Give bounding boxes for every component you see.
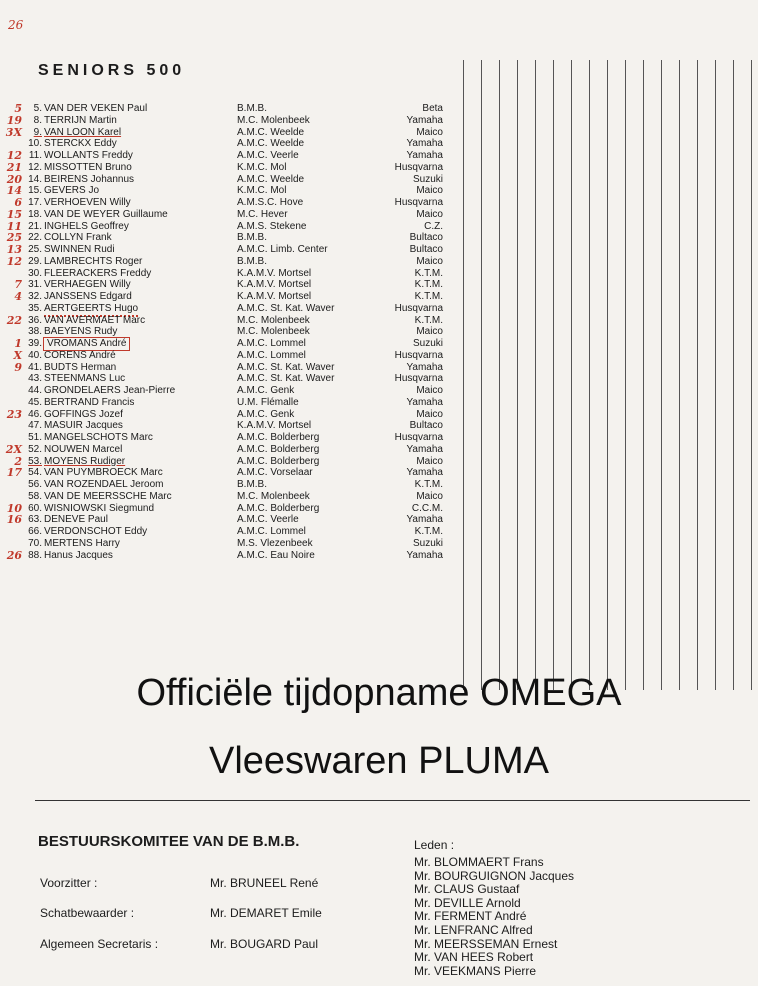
rider-club: K.A.M.V. Mortsel — [237, 291, 312, 302]
rider-number: 66. — [28, 526, 42, 537]
rider-handwritten-mark: 1 — [14, 337, 22, 350]
rider-number: 88. — [28, 549, 42, 561]
grid-column-line — [589, 60, 590, 690]
rider-brand: Yamaha — [406, 549, 443, 561]
rider-club: M.C. Molenbeek — [237, 114, 310, 126]
grid-column-line — [463, 60, 464, 690]
rider-brand: C.C.M. — [411, 502, 443, 514]
rider-handwritten-mark: 17 — [6, 466, 22, 480]
grid-column-line — [697, 60, 698, 690]
grid-column-line — [517, 60, 518, 690]
rider-number: 46. — [28, 408, 42, 420]
member: Mr. FERMENT André — [414, 909, 527, 924]
rider-row — [0, 373, 460, 385]
role-label: Voorzitter : — [40, 876, 98, 890]
rider-handwritten-mark: 3X — [5, 125, 22, 139]
rider-club: K.A.M.V. Mortsel — [237, 267, 312, 279]
rider-name: INGHELS Geoffrey — [44, 220, 129, 232]
rider-brand: K.T.M. — [414, 526, 443, 537]
rider-number: 63. — [28, 514, 42, 526]
role-person: Mr. DEMARET Emile — [210, 906, 322, 920]
rider-handwritten-mark: 6 — [14, 196, 22, 209]
rider-name: Hanus Jacques — [44, 549, 113, 561]
rider-club: A.M.C. Weelde — [237, 173, 305, 185]
rider-name: JANSSENS Edgard — [44, 291, 132, 302]
rider-row — [0, 385, 460, 397]
rider-handwritten-mark: 23 — [6, 407, 22, 421]
rider-handwritten-mark: 4 — [14, 290, 22, 303]
rider-row — [0, 115, 460, 127]
rider-name: VERDONSCHOT Eddy — [44, 526, 148, 537]
rider-club: A.M.C. Genk — [237, 385, 295, 396]
rider-brand: Yamaha — [406, 443, 443, 455]
rider-name: VAN LOON Karel — [44, 126, 122, 138]
rider-brand: Husqvarna — [394, 373, 443, 385]
member: Mr. LENFRANC Alfred — [414, 922, 533, 937]
rider-number: 54. — [28, 467, 42, 479]
rider-club: B.M.B. — [237, 255, 268, 267]
rider-number: 60. — [28, 502, 42, 514]
rider-brand: Suzuki — [412, 537, 443, 549]
rider-name: VAN DE WEYER Guillaume — [44, 208, 168, 220]
rider-brand: Beta — [422, 103, 443, 114]
rider-row — [0, 444, 460, 456]
rider-number: 45. — [28, 396, 42, 408]
rider-handwritten-mark: 21 — [6, 160, 22, 174]
rider-brand: Yamaha — [406, 138, 443, 150]
rider-club: A.M.C. Bolderberg — [237, 432, 320, 443]
rider-brand: K.T.M. — [414, 291, 443, 302]
rider-row — [0, 232, 460, 244]
rider-row — [0, 432, 460, 444]
rider-brand: Maico — [416, 208, 443, 220]
rider-row — [0, 197, 460, 209]
rider-number: 58. — [28, 490, 42, 502]
member: Mr. CLAUS Gustaaf — [414, 882, 520, 897]
grid-column-line — [679, 60, 680, 690]
rider-brand: Bultaco — [409, 244, 443, 255]
rider-name: VAN DER VEKEN Paul — [44, 103, 148, 114]
rider-brand: Maico — [416, 255, 443, 267]
rider-brand: K.T.M. — [414, 267, 443, 279]
rider-name: BUDTS Herman — [44, 361, 117, 373]
rider-row — [0, 538, 460, 550]
rider-name: WOLLANTS Freddy — [44, 150, 133, 161]
rider-name: MASUIR Jacques — [44, 420, 123, 432]
rider-row — [0, 209, 460, 221]
rider-name: GOFFINGS Jozef — [44, 408, 123, 420]
rider-row — [0, 150, 460, 162]
rider-number: 32. — [28, 291, 42, 302]
rider-number: 22. — [28, 232, 42, 244]
rider-row — [0, 456, 460, 468]
rider-number: 31. — [28, 279, 42, 291]
rider-handwritten-mark: 22 — [6, 313, 22, 327]
member: Mr. VEEKMANS Pierre — [414, 963, 537, 978]
rider-brand: Maico — [416, 455, 443, 467]
rider-brand: Husqvarna — [394, 349, 443, 361]
rider-club: A.M.C. Eau Noire — [237, 549, 315, 561]
rider-number: 15. — [28, 185, 42, 197]
rider-number: 51. — [28, 432, 42, 443]
rider-name: MANGELSCHOTS Marc — [44, 432, 153, 443]
rider-number: 8. — [33, 114, 42, 126]
rider-name: FLEERACKERS Freddy — [44, 267, 152, 279]
rider-handwritten-mark: 12 — [6, 254, 22, 268]
rider-handwritten-mark: 2 — [14, 454, 22, 468]
rider-brand: Yamaha — [406, 396, 443, 408]
rider-handwritten-mark: 9 — [14, 360, 22, 374]
grid-column-line — [535, 60, 536, 690]
rider-name: MISSOTTEN Bruno — [44, 161, 132, 173]
rider-handwritten-mark: 13 — [6, 243, 22, 256]
rider-row — [0, 174, 460, 186]
rider-handwritten-mark: 26 — [6, 548, 22, 562]
rider-number: 52. — [28, 443, 42, 455]
rider-club: M.S. Vlezenbeek — [237, 537, 313, 549]
rider-club: U.M. Flémalle — [237, 396, 299, 408]
rider-row — [0, 162, 460, 174]
rider-club: A.M.C. Lommel — [237, 526, 306, 537]
rider-handwritten-mark: 25 — [6, 231, 22, 245]
rider-brand: K.T.M. — [414, 279, 443, 291]
rider-row — [0, 479, 460, 491]
rider-number: 14. — [28, 173, 42, 185]
rider-club: M.C. Molenbeek — [237, 490, 310, 502]
rider-name: VAN DE MEERSSCHE Marc — [44, 490, 172, 502]
grid-column-line — [553, 60, 554, 690]
rider-brand: K.T.M. — [414, 314, 443, 326]
rider-handwritten-mark: 12 — [6, 149, 22, 162]
rider-brand: Suzuki — [412, 173, 443, 185]
rider-brand: C.Z. — [424, 220, 443, 232]
rider-row — [0, 244, 460, 256]
rider-brand: Bultaco — [409, 232, 443, 244]
member: Mr. BOURGUIGNON Jacques — [414, 868, 575, 883]
rider-number: 53. — [28, 455, 42, 467]
rider-row — [0, 526, 460, 538]
rider-brand: Maico — [416, 326, 443, 338]
rider-club: M.C. Hever — [237, 208, 288, 220]
divider — [35, 800, 750, 801]
rider-name: MERTENS Harry — [44, 537, 120, 549]
rider-club: A.M.C. St. Kat. Waver — [237, 302, 335, 314]
rider-handwritten-mark: 20 — [6, 172, 22, 186]
rider-club: A.M.C. Veerle — [237, 514, 299, 526]
rider-row — [0, 279, 460, 291]
rider-number: 35. — [28, 302, 42, 314]
rider-number: 39. — [28, 338, 42, 349]
rider-brand: Maico — [416, 185, 443, 197]
committee-title: BESTUURSKOMITEE VAN DE B.M.B. — [38, 833, 300, 850]
grid-column-line — [481, 60, 482, 690]
rider-number: 43. — [28, 373, 42, 385]
rider-name: WISNIOWSKI Siegmund — [44, 502, 155, 514]
rider-name: VAN AVERMAET Marc — [44, 314, 146, 326]
rider-handwritten-mark: 14 — [6, 184, 22, 198]
meat-sponsor-banner: Vleeswaren PLUMA — [208, 740, 550, 782]
rider-number: 70. — [28, 537, 42, 549]
rider-number: 25. — [28, 244, 42, 255]
rider-row — [0, 397, 460, 409]
rider-club: M.C. Molenbeek — [237, 326, 310, 338]
rider-name: VAN PUYMBROECK Marc — [44, 467, 163, 479]
rider-row — [0, 315, 460, 327]
rider-name: BEIRENS Johannus — [44, 173, 135, 185]
rider-handwritten-mark: 16 — [6, 513, 22, 527]
rider-brand: Maico — [416, 490, 443, 502]
rider-club: A.M.S.C. Hove — [237, 197, 304, 208]
rider-number: 29. — [28, 255, 42, 267]
grid-column-line — [715, 60, 716, 690]
rider-name: AERTGEERTS Hugo — [44, 303, 138, 317]
rider-row — [0, 503, 460, 515]
rider-name: LAMBRECHTS Roger — [44, 255, 143, 267]
member: Mr. MEERSSEMAN Ernest — [414, 936, 558, 951]
rider-name: VROMANS André — [44, 338, 129, 350]
members-title: Leden : — [414, 838, 455, 852]
rider-name: STEENMANS Luc — [44, 373, 126, 385]
handwritten-page-number: 26 — [8, 18, 24, 32]
rider-club: A.M.C. Bolderberg — [237, 455, 320, 467]
rider-club: A.M.S. Stekene — [237, 220, 307, 232]
grid-column-line — [571, 60, 572, 690]
role-person: Mr. BOUGARD Paul — [210, 937, 319, 951]
rider-brand: Husqvarna — [394, 161, 443, 173]
rider-brand: Bultaco — [409, 420, 443, 432]
rider-handwritten-mark: 10 — [6, 501, 22, 515]
rider-row — [0, 491, 460, 503]
grid-column-line — [625, 60, 626, 690]
grid-column-line — [607, 60, 608, 690]
rider-row — [0, 514, 460, 526]
rider-name: TERRIJN Martin — [44, 114, 117, 126]
rider-name: GRONDELAERS Jean-Pierre — [44, 385, 176, 396]
rider-row — [0, 467, 460, 479]
rider-row — [0, 268, 460, 280]
rider-club: A.M.C. St. Kat. Waver — [237, 361, 335, 373]
role-person: Mr. BRUNEEL René — [210, 876, 319, 890]
rider-number: 9. — [33, 126, 42, 138]
role-label: Algemeen Secretaris : — [40, 937, 159, 951]
rider-handwritten-mark: 15 — [6, 207, 22, 221]
rider-name: GEVERS Jo — [44, 185, 100, 197]
rider-row — [0, 138, 460, 150]
rider-name: VERHOEVEN Willy — [44, 197, 131, 208]
rider-row — [0, 185, 460, 197]
rider-handwritten-mark: 5 — [14, 102, 22, 115]
rider-handwritten-mark: 2X — [5, 442, 22, 456]
rider-club: M.C. Molenbeek — [237, 314, 310, 326]
rider-name: MOYENS Rudiger — [44, 455, 126, 467]
member: Mr. VAN HEES Robert — [414, 950, 534, 965]
rider-number: 36. — [28, 314, 42, 326]
rider-club: A.M.C. St. Kat. Waver — [237, 373, 335, 385]
rider-brand: Husqvarna — [394, 432, 443, 443]
rider-club: K.A.M.V. Mortsel — [237, 279, 312, 291]
rider-list — [0, 103, 460, 561]
grid-column-line — [499, 60, 500, 690]
member: Mr. DEVILLE Arnold — [414, 895, 521, 910]
rider-brand: Yamaha — [406, 467, 443, 479]
rider-row — [0, 550, 460, 562]
rider-club: A.M.C. Bolderberg — [237, 502, 320, 514]
grid-column-line — [643, 60, 644, 690]
rider-name: BERTRAND Francis — [44, 396, 135, 408]
rider-club: K.A.M.V. Mortsel — [237, 420, 312, 432]
rider-name: CORENS André — [44, 349, 116, 361]
rider-brand: Suzuki — [412, 338, 443, 349]
rider-brand: Yamaha — [406, 514, 443, 526]
rider-club: A.M.C. Vorselaar — [237, 467, 313, 479]
rider-brand: Yamaha — [406, 114, 443, 126]
rider-club: A.M.C. Weelde — [237, 126, 305, 138]
rider-club: B.M.B. — [237, 103, 268, 114]
rider-row — [0, 221, 460, 233]
rider-row — [0, 409, 460, 421]
rider-number: 30. — [28, 267, 42, 279]
rider-brand: K.T.M. — [414, 479, 443, 490]
rider-name: STERCKX Eddy — [44, 138, 117, 150]
rider-club: A.M.C. Genk — [237, 408, 295, 420]
member: Mr. BLOMMAERT Frans — [414, 855, 544, 869]
rider-row — [0, 127, 460, 139]
rider-number: 47. — [28, 420, 42, 432]
rider-number: 40. — [28, 349, 42, 361]
rider-number: 56. — [28, 479, 42, 490]
rider-brand: Maico — [416, 126, 443, 138]
rider-row — [0, 350, 460, 362]
rider-name: DENEVE Paul — [44, 514, 108, 526]
rider-club: K.M.C. Mol — [237, 161, 287, 173]
rider-number: 38. — [28, 326, 42, 338]
rider-handwritten-mark: 11 — [6, 219, 22, 233]
rider-name: COLLYN Frank — [44, 232, 112, 244]
grid-column-line — [751, 60, 752, 690]
rider-number: 10. — [28, 138, 42, 150]
rider-brand: Yamaha — [406, 361, 443, 373]
rider-club: B.M.B. — [237, 232, 268, 244]
rider-brand: Husqvarna — [394, 302, 443, 314]
rider-row — [0, 420, 460, 432]
section-title: SENIORS 500 — [38, 62, 186, 79]
rider-club: A.M.C. Limb. Center — [237, 244, 328, 255]
rider-brand: Yamaha — [406, 150, 443, 161]
rider-row — [0, 362, 460, 374]
rider-club: A.M.C. Veerle — [237, 150, 299, 161]
rider-name: BAEYENS Rudy — [44, 326, 118, 338]
rider-row — [0, 103, 460, 115]
rider-number: 44. — [28, 385, 42, 396]
rider-club: A.M.C. Bolderberg — [237, 443, 320, 455]
rider-row — [0, 291, 460, 303]
rider-club: A.M.C. Lommel — [237, 349, 306, 361]
rider-name: SWINNEN Rudi — [44, 244, 115, 255]
grid-column-line — [661, 60, 662, 690]
rider-club: B.M.B. — [237, 479, 268, 490]
rider-club: K.M.C. Mol — [237, 185, 287, 197]
results-grid — [463, 60, 753, 690]
rider-brand: Maico — [416, 385, 443, 396]
rider-number: 5. — [33, 103, 42, 114]
rider-handwritten-mark: 19 — [6, 113, 22, 127]
rider-row — [0, 338, 460, 350]
rider-number: 11. — [28, 150, 42, 161]
rider-club: A.M.C. Weelde — [237, 138, 305, 150]
rider-row — [0, 303, 460, 315]
rider-handwritten-mark: X — [13, 348, 22, 362]
rider-brand: Maico — [416, 408, 443, 420]
rider-row — [0, 256, 460, 268]
grid-column-line — [733, 60, 734, 690]
rider-number: 17. — [28, 197, 42, 208]
rider-number: 21. — [28, 220, 42, 232]
rider-handwritten-mark: 7 — [14, 278, 22, 292]
rider-brand: Husqvarna — [394, 197, 443, 208]
rider-number: 41. — [28, 361, 42, 373]
members-list — [414, 856, 574, 978]
rider-club: A.M.C. Lommel — [237, 338, 306, 349]
rider-number: 12. — [28, 161, 42, 173]
role-label: Schatbewaarder : — [40, 906, 135, 920]
timing-sponsor-banner: Officiële tijdopname OMEGA — [136, 672, 622, 714]
rider-row — [0, 326, 460, 338]
rider-name: VERHAEGEN Willy — [44, 279, 131, 291]
rider-name: VAN ROZENDAEL Jeroom — [44, 479, 164, 490]
rider-number: 18. — [28, 208, 42, 220]
rider-name: NOUWEN Marcel — [44, 443, 123, 455]
